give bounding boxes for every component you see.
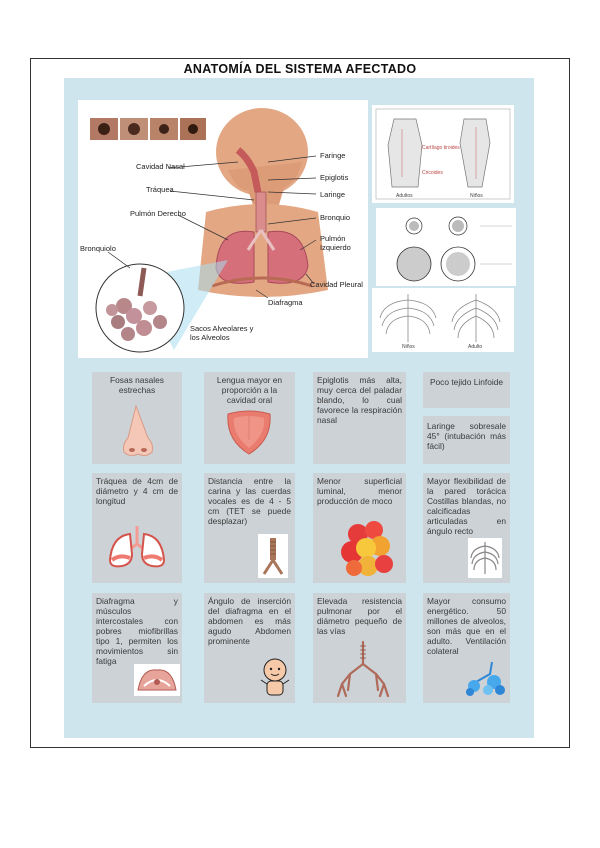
card-angulo-insercion: Ángulo de inserción del diafragma en el abdomen es más agudo Abdomen prominente (204, 593, 295, 703)
card-resistencia-pulmonar: Elevada resistencia pulmonar por el diámetro pequeño de las vías (313, 593, 406, 703)
lungs-icon (106, 524, 168, 570)
card-tejido-linfoide: Poco tejido Linfoide (423, 372, 510, 408)
label-laringe: Laringe (320, 190, 346, 199)
card-laringe-45: Laringe sobresale 45° (intubación más fácil) (423, 416, 510, 464)
respiratory-illustration (78, 100, 368, 358)
ribcage-icon (468, 538, 502, 578)
ribcage-comparison-image (372, 288, 514, 352)
card-consumo-energetico: Mayor consumo energético. 50 millones de alveolos, son más que en el adulto. Ventilación colateral (423, 593, 510, 703)
card-fosas-nasales: Fosas nasales estrechas (92, 372, 182, 464)
label-sacos-alveolares: Sacos Alveolares y los Alveolos (190, 324, 254, 342)
label-pulmon-derecho: Pulmón Derecho (130, 209, 186, 218)
card-diafragma-musculos: Diafragma y músculos intercostales con pobres miofibrillas tipo 1, permiten los movimientos sin fatiga (92, 593, 182, 703)
page-title: ANATOMÍA DEL SISTEMA AFECTADO (183, 62, 417, 76)
endoscopy-images (90, 118, 206, 140)
airway-diameter-diagram (376, 208, 516, 286)
label-bronquiolo: Bronquiolo (80, 244, 116, 253)
label-pulmon-izquierdo: Pulmón Izquierdo (320, 234, 351, 252)
label-diafragma: Diafragma (268, 298, 303, 307)
card-pared-toracica: Mayor flexibilidad de la pared torácica Costillas blandas, no calcificadas articuladas en ángulo recto (423, 473, 510, 583)
label-adulto-ribcage: Adulto (468, 344, 483, 350)
baby-icon (258, 656, 292, 698)
trachea-icon (258, 534, 288, 578)
nose-icon (118, 404, 158, 460)
larynx-comparison-image (372, 105, 514, 203)
label-cavidad-nasal: Cavidad Nasal (136, 162, 185, 171)
respiratory-diagram (78, 100, 368, 358)
card-carina: Distancia entre la carina y las cuerdas vocales es de 4 - 5 cm (TET se puede desplazar) (204, 473, 295, 583)
card-traquea: Tráquea de 4cm de diámetro y 4 cm de longitud (92, 473, 182, 583)
label-bronquio: Bronquio (320, 213, 351, 222)
alveoli-icon (340, 520, 396, 578)
label-cavidad-pleural: Cavidad Pleural (310, 280, 363, 289)
label-adultos: Adultos (396, 193, 413, 199)
label-cartilago: Cartílago tiroides (422, 145, 460, 151)
card-epiglotis: Epiglotis más alta, muy cerca del paladar blando, lo cual favorece la respiración nasal (313, 372, 406, 464)
label-ninos-ribcage: Niños (402, 344, 415, 350)
diaphragm-icon (134, 664, 180, 696)
tongue-icon (226, 410, 272, 456)
alveoli-blue-icon (464, 660, 506, 698)
card-lengua: Lengua mayor en proporción a la cavidad oral (204, 372, 295, 464)
label-epiglotis: Epiglotis (320, 173, 349, 182)
label-cricoides: Cricoides (422, 170, 443, 176)
label-ninos: Niños (470, 193, 483, 199)
label-faringe: Faringe (320, 151, 346, 160)
card-superficie-luminal: Menor superficial luminal, menor producción de moco (313, 473, 406, 583)
bronchi-icon (334, 640, 392, 700)
label-traquea: Tráquea (146, 185, 174, 194)
